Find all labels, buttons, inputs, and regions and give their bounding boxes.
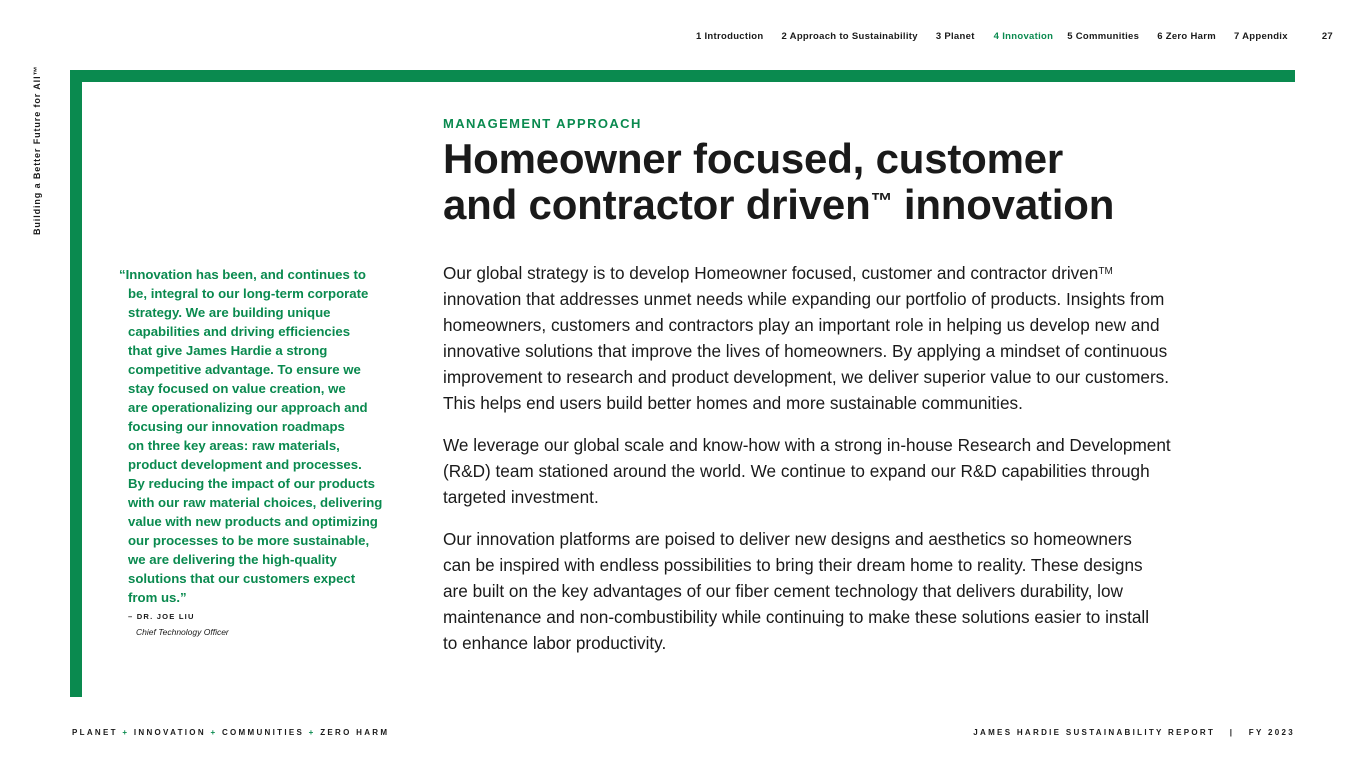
quote-line: that give James Hardie a strong — [128, 343, 328, 358]
body-paragraph-2 — [443, 432, 1243, 510]
quote-attribution — [128, 612, 229, 637]
footer-pillar: COMMUNITIES — [221, 728, 305, 737]
quote-line: are operationalizing our approach and — [128, 400, 368, 415]
body-line: homeowners, customers and contractors play an important role in helping us develop new and — [443, 315, 1160, 335]
nav-item-communities[interactable]: 5 Communities — [1067, 30, 1140, 42]
quote-author: – DR. JOE LIU — [128, 612, 195, 621]
quote-line: capabilities and driving efficiencies — [128, 324, 351, 339]
footer-report-title — [973, 728, 1295, 737]
body-line — [443, 260, 1243, 286]
quote-author-role: Chief Technology Officer — [136, 627, 229, 637]
body-copy — [443, 260, 1243, 672]
quote-line: value with new products and optimizing — [128, 514, 378, 529]
green-frame-top-bar — [70, 70, 1295, 82]
plus-separator: + — [308, 728, 316, 737]
quote-line: strategy. We are building unique — [128, 305, 331, 320]
title-line-2 — [443, 182, 1283, 228]
body-line: maintenance and non-combustibility while continuing to make these solutions easier to install — [443, 607, 1150, 627]
footer-divider: | — [1229, 728, 1235, 737]
quote-line: “Innovation has been, and continues to — [119, 267, 366, 282]
body-line: Our innovation platforms are poised to deliver new designs and aesthetics so homeowners — [443, 529, 1132, 549]
body-line: This helps end users build better homes and more sustainable communities. — [443, 393, 1023, 413]
title-line-2-start: and contractor driven — [443, 181, 871, 228]
body-line: are built on the key advantages of our fiber cement technology that delivers durability, low — [443, 581, 1123, 601]
body-line: We leverage our global scale and know-how with a strong in-house Research and Development — [443, 435, 1171, 455]
body-paragraph-3 — [443, 526, 1243, 656]
body-line: innovation that addresses unmet needs while expanding our portfolio of products. Insights from — [443, 289, 1165, 309]
quote-line: product development and processes. — [128, 457, 362, 472]
quote-line: stay focused on value creation, we — [128, 381, 346, 396]
report-name: JAMES HARDIE SUSTAINABILITY REPORT — [973, 728, 1216, 737]
quote-line: be, integral to our long-term corporate — [128, 286, 369, 301]
quote-line: on three key areas: raw materials, — [128, 438, 340, 453]
quote-line: solutions that our customers expect — [128, 571, 356, 586]
footer-pillars — [72, 728, 389, 737]
quote-line: focusing our innovation roadmaps — [128, 419, 345, 434]
nav-item-approach-to-sustainability[interactable]: 2 Approach to Sustainability — [781, 30, 918, 42]
nav-item-planet[interactable]: 3 Planet — [935, 30, 975, 42]
quote-line: our processes to be more sustainable, — [128, 533, 370, 548]
body-line: (R&D) team stationed around the world. We continue to expand our R&D capabilities through — [443, 461, 1150, 481]
trademark-symbol: TM — [1098, 266, 1113, 277]
report-year: FY 2023 — [1248, 728, 1295, 737]
body-line: can be inspired with endless possibilities to bring their dream home to reality. These designs — [443, 555, 1143, 575]
title-line-1: Homeowner focused, customer — [443, 135, 1064, 182]
body-line: improvement to research and product development, we deliver superior value to our customers. — [443, 367, 1170, 387]
side-tagline-text: Building a Better Future for All™ — [32, 65, 42, 235]
nav-item-zero-harm[interactable]: 6 Zero Harm — [1157, 30, 1216, 42]
body-line: innovative solutions that improve the lives of homeowners. By applying a mindset of continuous — [443, 341, 1168, 361]
page-title — [443, 136, 1283, 228]
top-navigation — [696, 30, 1333, 42]
quote-line: with our raw material choices, delivering — [128, 495, 383, 510]
side-tagline — [30, 65, 44, 235]
quote-line: from us.” — [128, 590, 187, 605]
green-frame-left-bar — [70, 70, 82, 697]
body-line-start: Our global strategy is to develop Homeowner focused, customer and contractor driven — [443, 263, 1099, 283]
plus-separator: + — [210, 728, 218, 737]
footer-pillar: INNOVATION — [133, 728, 206, 737]
nav-item-appendix[interactable]: 7 Appendix — [1233, 30, 1288, 42]
quote-line: competitive advantage. To ensure we — [128, 362, 361, 377]
body-line: targeted investment. — [443, 487, 599, 507]
page-number: 27 — [1321, 30, 1333, 42]
footer-pillar: PLANET — [72, 728, 118, 737]
plus-separator: + — [122, 728, 130, 737]
trademark-symbol: ™ — [870, 188, 893, 213]
section-eyebrow: MANAGEMENT APPROACH — [443, 116, 642, 131]
nav-item-innovation[interactable]: 4 Innovation — [993, 30, 1054, 42]
nav-item-introduction[interactable]: 1 Introduction — [695, 30, 764, 42]
body-paragraph-1 — [443, 260, 1243, 416]
title-line-2-end: innovation — [892, 181, 1115, 228]
body-line: to enhance labor productivity. — [443, 633, 667, 653]
quote-line: we are delivering the high-quality — [128, 552, 337, 567]
quote-line: By reducing the impact of our products — [128, 476, 375, 491]
footer-pillar: ZERO HARM — [320, 728, 390, 737]
pull-quote — [119, 265, 414, 607]
